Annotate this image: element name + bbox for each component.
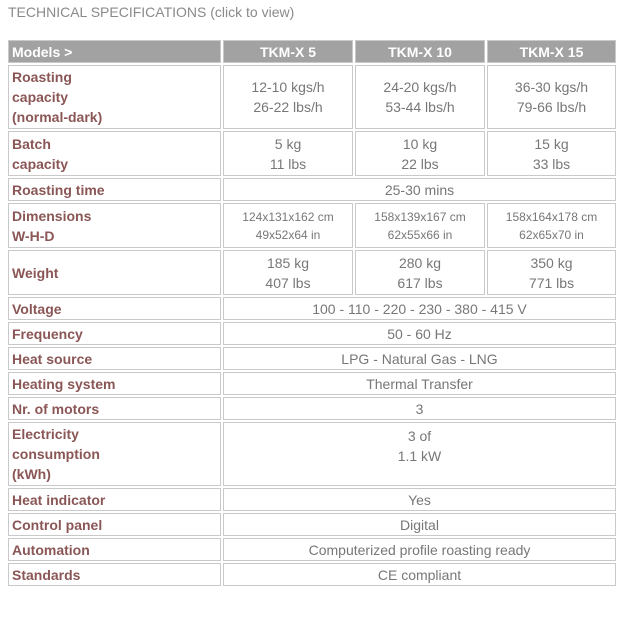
weight-tkm-x-15: 350 kg 771 lbs <box>487 250 616 295</box>
table-header-row <box>8 40 616 63</box>
header-models-label: Models > <box>8 40 221 63</box>
roasting-capacity-tkm-x-10: 24-20 kgs/h 53-44 lbs/h <box>355 65 485 129</box>
table-row-roasting-capacity <box>8 65 616 129</box>
row-label-standards: Standards <box>8 563 221 586</box>
standards-value: CE compliant <box>223 563 616 586</box>
row-label-voltage: Voltage <box>8 297 221 320</box>
heat-indicator-value: Yes <box>223 488 616 511</box>
table-row-electricity <box>8 422 616 486</box>
batch-capacity-tkm-x-15: 15 kg 33 lbs <box>487 131 616 176</box>
heat-source-value: LPG - Natural Gas - LNG <box>223 347 616 370</box>
table-row-automation <box>8 538 616 561</box>
row-label-heating-system: Heating system <box>8 372 221 395</box>
row-label-heat-source: Heat source <box>8 347 221 370</box>
table-row-heat-indicator <box>8 488 616 511</box>
heating-system-value: Thermal Transfer <box>223 372 616 395</box>
row-label-automation: Automation <box>8 538 221 561</box>
roasting-capacity-tkm-x-15: 36-30 kgs/h 79-66 lbs/h <box>487 65 616 129</box>
table-row-roasting-time <box>8 178 616 201</box>
specs-title-link[interactable]: TECHNICAL SPECIFICATIONS (click to view) <box>8 4 295 20</box>
table-row-dimensions <box>8 203 616 248</box>
table-row-weight <box>8 250 616 295</box>
table-row-heat-source <box>8 347 616 370</box>
row-label-electricity: Electricity consumption (kWh) <box>8 422 221 486</box>
batch-capacity-tkm-x-5: 5 kg 11 lbs <box>223 131 353 176</box>
dimensions-tkm-x-10: 158x139x167 cm 62x55x66 in <box>355 203 485 248</box>
row-label-weight: Weight <box>8 250 221 295</box>
weight-tkm-x-5: 185 kg 407 lbs <box>223 250 353 295</box>
row-label-motors: Nr. of motors <box>8 397 221 420</box>
roasting-capacity-tkm-x-5: 12-10 kgs/h 26-22 lbs/h <box>223 65 353 129</box>
row-label-roasting-time: Roasting time <box>8 178 221 201</box>
voltage-value: 100 - 110 - 220 - 230 - 380 - 415 V <box>223 297 616 320</box>
row-label-frequency: Frequency <box>8 322 221 345</box>
control-panel-value: Digital <box>223 513 616 536</box>
weight-tkm-x-10: 280 kg 617 lbs <box>355 250 485 295</box>
table-row-control-panel <box>8 513 616 536</box>
batch-capacity-tkm-x-10: 10 kg 22 lbs <box>355 131 485 176</box>
table-row-frequency <box>8 322 616 345</box>
motors-value: 3 <box>223 397 616 420</box>
table-row-voltage <box>8 297 616 320</box>
table-row-heating-system <box>8 372 616 395</box>
row-label-heat-indicator: Heat indicator <box>8 488 221 511</box>
dimensions-tkm-x-5: 124x131x162 cm 49x52x64 in <box>223 203 353 248</box>
table-row-standards <box>8 563 616 586</box>
row-label-control-panel: Control panel <box>8 513 221 536</box>
table-row-batch-capacity <box>8 131 616 176</box>
roasting-time-value: 25-30 mins <box>223 178 616 201</box>
row-label-dimensions: Dimensions W-H-D <box>8 203 221 248</box>
automation-value: Computerized profile roasting ready <box>223 538 616 561</box>
header-model-tkm-x-5: TKM-X 5 <box>223 40 353 63</box>
table-row-motors <box>8 397 616 420</box>
row-label-roasting-capacity: Roasting capacity (normal-dark) <box>8 65 221 129</box>
specs-table <box>6 38 618 588</box>
frequency-value: 50 - 60 Hz <box>223 322 616 345</box>
header-model-tkm-x-10: TKM-X 10 <box>355 40 485 63</box>
dimensions-tkm-x-15: 158x164x178 cm 62x65x70 in <box>487 203 616 248</box>
header-model-tkm-x-15: TKM-X 15 <box>487 40 616 63</box>
electricity-value: 3 of 1.1 kW <box>223 422 616 486</box>
row-label-batch-capacity: Batch capacity <box>8 131 221 176</box>
